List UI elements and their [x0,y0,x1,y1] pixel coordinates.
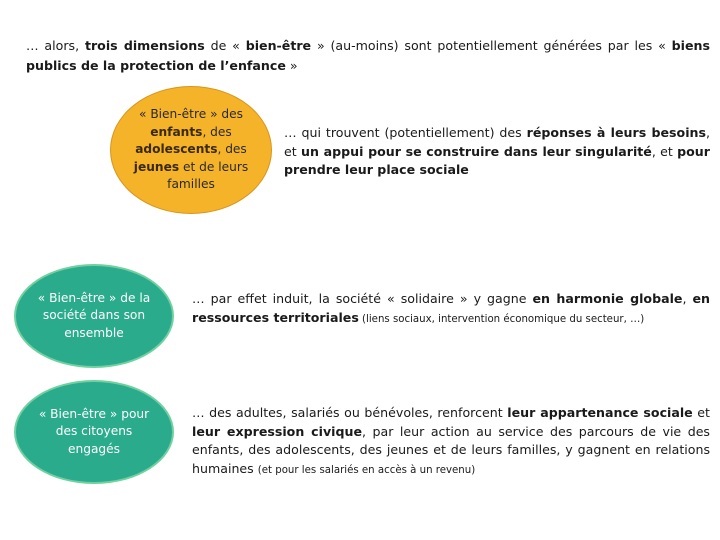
bold-appui: un appui pour se construire dans leur singularité [300,143,652,159]
intro-part: … alors, [26,38,85,53]
bold-adolescents: adolescents [135,142,218,157]
bold-reponses: réponses à leurs besoins [526,125,706,140]
desc-citizens-note: (et pour les salariés en accès à un revenu) [257,464,476,476]
bold-jeunes: jeunes [133,159,180,174]
node-citizens-label: « Bien-être » pour des citoyens engagés [38,406,150,456]
desc-families: … qui trouvent (potentiellement) des réponses à leurs besoins, et un appui pour se construire dans leur singularité, et pour prendre leur place sociale [284,125,710,177]
node-society-ellipse [14,264,174,368]
intro-bold-dimensions: trois dimensions [84,38,205,53]
bold-ressources: en ressources territoriales [192,291,710,325]
intro-part: » (au-moins) sont potentiellement générées par les « [311,38,672,53]
intro-part: » [285,58,298,73]
node-families-label: « Bien-être » des enfants, des adolescents, des jeunes et de leurs familles [133,107,249,192]
node-society-label: « Bien-être » de la société dans son ensemble [37,290,151,340]
desc-society-note: (liens sociaux, intervention économique du secteur, …) [358,313,645,325]
intro-part: de « [204,38,246,53]
node-citizens-ellipse [14,380,174,484]
bold-enfants: enfants [150,124,203,139]
bold-harmonie: en harmonie globale [532,291,683,306]
desc-citizens: … des adultes, salariés ou bénévoles, renforcent leur appartenance sociale et leur expression civique, par leur action au service des parcours de vie des enfants, des adolescents, des jeunes et de leurs familles, y gagnent en relations humaines (et pour les salariés en accès à un revenu) [192,405,710,476]
intro-bold-bien-etre: bien-être [245,38,312,53]
intro-bold-biens-publics: biens publics de la protection de l’enfance [26,38,711,73]
bold-place-sociale: pour prendre leur place sociale [284,143,710,177]
node-families-ellipse [110,86,272,214]
bold-appartenance: leur appartenance sociale [507,405,693,420]
intro-text [26,36,710,76]
desc-society: … par effet induit, la société « solidaire » y gagne en harmonie globale, en ressources territoriales (liens sociaux, intervention économique du secteur, …) [192,291,710,325]
bold-expression-civique: leur expression civique [192,423,363,439]
